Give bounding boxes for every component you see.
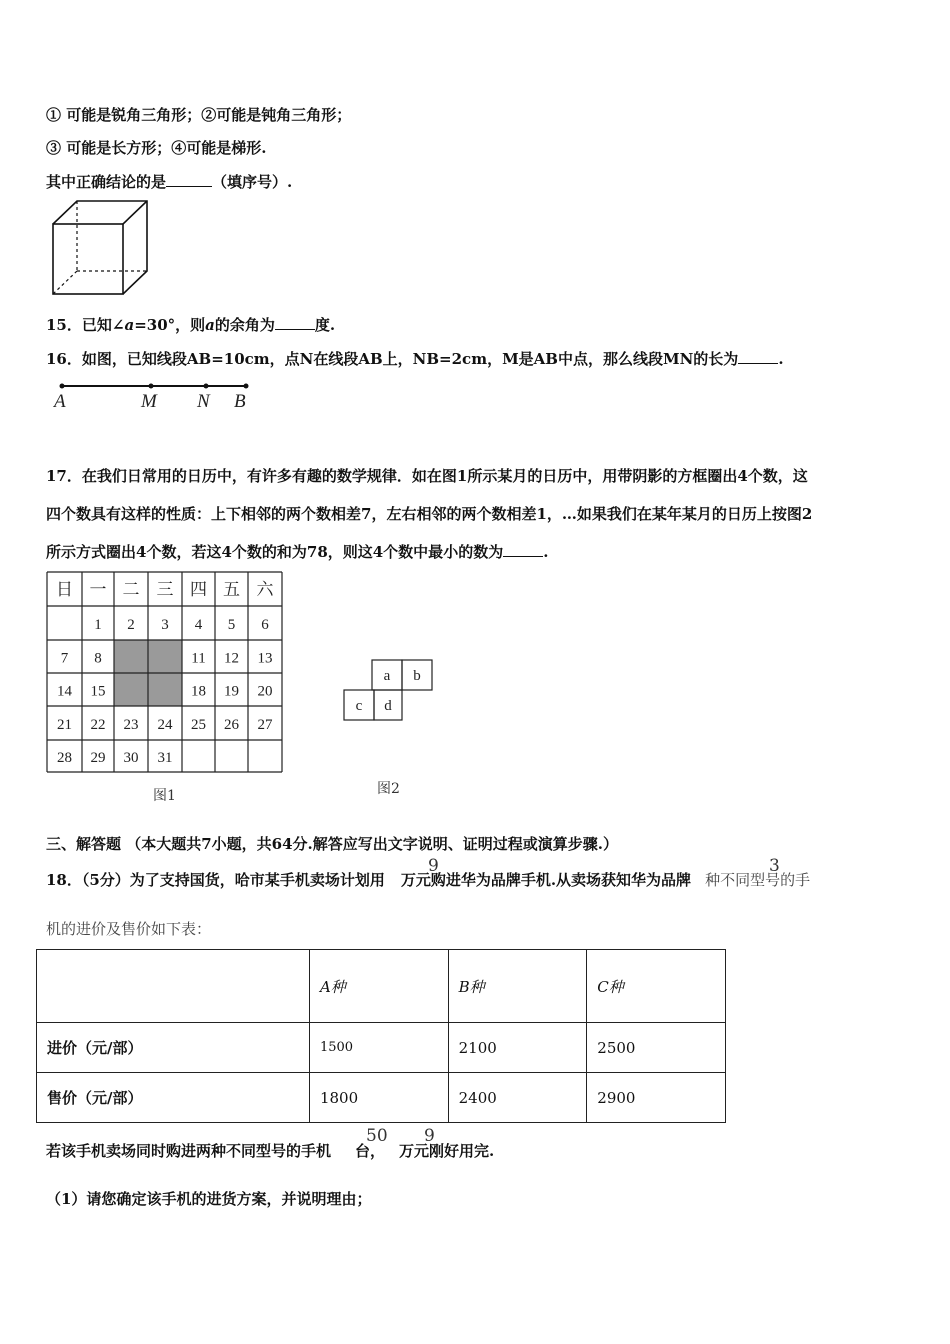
point-label-b: B [234, 391, 246, 412]
calendar-day: 30 [123, 750, 139, 766]
q15 [46, 314, 335, 335]
calendar-day: 27 [257, 717, 273, 733]
q14-prompt-end: （填序号）. [212, 173, 293, 191]
header-a: A种 [309, 950, 448, 1023]
q14-prompt-text: 其中正确结论的是 [46, 173, 167, 191]
cell: 2900 [587, 1073, 726, 1123]
answer-blank [738, 349, 778, 364]
weekday-header: 三 [156, 580, 174, 599]
calendar-day: 5 [227, 617, 236, 633]
weekday-header: 六 [256, 580, 274, 599]
q18-line-2: 机的进价及售价如下表： [46, 920, 212, 938]
cell-b: b [413, 668, 421, 684]
calendar-day: 4 [194, 617, 203, 633]
q16-text: 16．如图，已知线段AB=10cm，点N在线段AB上，NB=2cm，M是AB中点，那么线段MN的长为 [46, 350, 739, 368]
q18-sup-3: 3 [769, 856, 780, 876]
calendar-day: 14 [57, 683, 72, 700]
calendar-day: 24 [157, 717, 173, 733]
price-table [36, 949, 726, 1123]
weekday-header: 一 [89, 580, 107, 599]
cell: 2100 [448, 1023, 587, 1073]
calendar-day: 7 [60, 650, 69, 667]
cell: 2500 [587, 1023, 726, 1073]
answer-blank [275, 315, 315, 330]
calendar-day: 6 [261, 617, 269, 633]
q18-text-a: 18．（5分）为了支持国货，哈市某手机卖场计划用 [46, 871, 385, 889]
calendar-day: 22 [90, 717, 106, 733]
q14-option-line-2: ③ 可能是长方形；④可能是梯形. [46, 139, 267, 157]
calendar-day: 1 [94, 617, 102, 633]
weekday-header: 日 [56, 580, 73, 599]
point-label-m: M [141, 391, 157, 412]
row-label: 售价（元/部） [37, 1073, 310, 1123]
point-label-n: N [197, 391, 210, 412]
section-3-title: 三、解答题 （本大题共7小题，共64分.解答应写出文字说明、证明过程或演算步骤.） [46, 835, 618, 853]
cell: 2400 [448, 1073, 587, 1123]
calendar-day: 23 [123, 717, 139, 733]
q18-sup-9: 9 [428, 856, 439, 876]
cell-c: c [355, 698, 363, 714]
header-empty [37, 950, 310, 1023]
calendar-day: 25 [191, 717, 206, 733]
q18-sup-9b: 9 [424, 1126, 435, 1146]
calendar-figure-1 [44, 570, 286, 776]
cell: 1800 [309, 1073, 448, 1123]
figure-1-caption: 图1 [153, 788, 176, 804]
calendar-day: 12 [224, 650, 239, 667]
calendar-day: 8 [94, 650, 102, 667]
segment-figure [50, 378, 260, 412]
calendar-day: 11 [191, 650, 206, 667]
cell: 1500 [309, 1023, 448, 1073]
header-c: C种 [587, 950, 726, 1023]
cell-d: d [384, 698, 392, 714]
calendar-day: 28 [57, 750, 72, 766]
weekday-header: 五 [223, 580, 240, 599]
row-label: 进价（元/部） [37, 1023, 310, 1073]
q14-prompt [46, 171, 292, 192]
q18-sup-50: 50 [366, 1126, 388, 1146]
q18-cond-b: 台， [355, 1142, 386, 1160]
q14-option-line-1: ① 可能是锐角三角形；②可能是钝角三角形； [46, 106, 352, 124]
calendar-day: 13 [257, 650, 273, 667]
q17-line-3-text: 所示方式圈出4个数，若这4个数的和为78，则这4个数中最小的数为 [46, 543, 504, 561]
q15-text-c: 的余角为 [214, 316, 275, 334]
calendar-day: 2 [127, 617, 135, 633]
q15-text-a: 15．已知∠ [46, 316, 125, 334]
calendar-day: 18 [191, 683, 206, 700]
q18-text-c: 种不同型号的手 [705, 871, 811, 889]
calendar-day: 21 [57, 717, 72, 733]
figure-2 [340, 656, 436, 722]
figure-2-caption: 图2 [377, 781, 400, 797]
q17-end: . [543, 543, 549, 561]
weekday-header: 二 [122, 580, 140, 599]
answer-blank [166, 172, 212, 187]
q16 [46, 348, 784, 369]
q15-var2: a [205, 316, 215, 334]
answer-blank [503, 542, 543, 557]
q18-text-b: 万元购进华为品牌手机.从卖场获知华为品牌 [400, 871, 692, 889]
calendar-day: 3 [161, 617, 169, 633]
q18-cond-a: 若该手机卖场同时购进两种不同型号的手机 [46, 1142, 332, 1160]
q18-cond-c: 万元刚好用完. [399, 1142, 495, 1160]
q16-end: . [778, 350, 784, 368]
q17-line-2: 四个数具有这样的性质：上下相邻的两个数相差7，左右相邻的两个数相差1，…如果我们在某年某月的日历上按图2 [46, 505, 813, 523]
point-label-a: A [54, 391, 66, 412]
q17-line-1: 17．在我们日常用的日历中，有许多有趣的数学规律．如在图1所示某月的日历中，用带阴影的方框圈出4个数，这 [46, 467, 808, 485]
header-b: B种 [448, 950, 587, 1023]
calendar-day: 26 [224, 717, 239, 733]
calendar-day: 15 [90, 683, 106, 700]
calendar-day: 29 [90, 750, 106, 766]
calendar-day: 20 [257, 683, 273, 700]
cube-figure [50, 198, 152, 298]
cell-a: a [383, 668, 391, 684]
calendar-day: 31 [157, 750, 173, 766]
q15-text-b: =30°，则 [134, 316, 206, 334]
q15-var: a [124, 316, 135, 334]
q18-part-1: （1）请您确定该手机的进货方案，并说明理由； [46, 1190, 372, 1208]
calendar-day: 19 [224, 683, 239, 700]
weekday-header: 四 [190, 580, 207, 599]
q15-text-d: 度. [314, 316, 336, 334]
q17-line-3 [46, 541, 548, 562]
